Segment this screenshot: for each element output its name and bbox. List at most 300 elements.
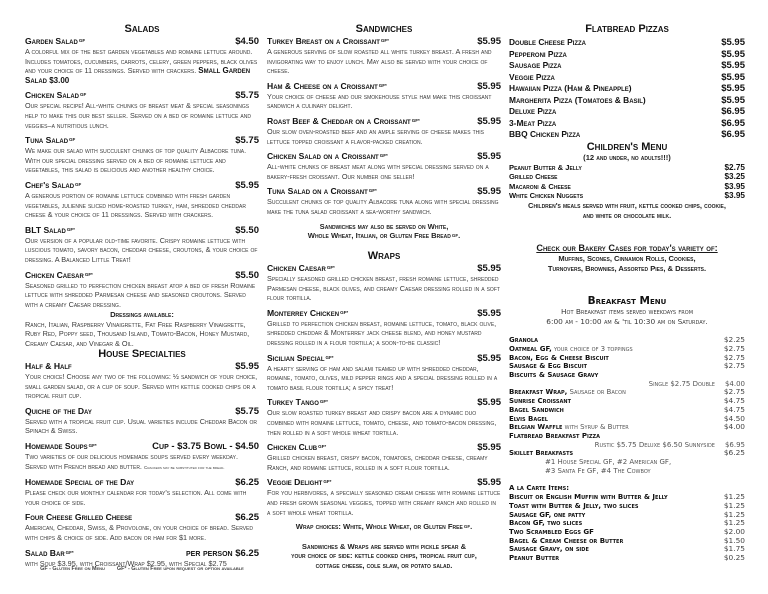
gf-legend-text: GF - Gluten Free on Menu — [40, 566, 105, 572]
item-price: $5.75 — [235, 135, 259, 147]
item-description-text: All-white chunks of breast meat along with special dressing served on a bakery-fresh croissant. Our number one seller! — [267, 162, 489, 181]
menu-item-header — [25, 477, 259, 488]
menu-item — [509, 336, 745, 345]
item-name: Deluxe Pizza — [509, 106, 557, 116]
gf-mark: GF — [69, 137, 76, 143]
menu-item — [509, 129, 745, 141]
item-name: Double Cheese Pizza — [509, 37, 587, 47]
menu-item-name — [25, 477, 134, 487]
menu-item-name — [25, 270, 93, 280]
item-name: Tuna Salad — [25, 135, 69, 146]
item-description — [267, 47, 501, 76]
gf-mark: GF* — [323, 479, 332, 485]
item-name: Garden Salad — [25, 36, 78, 46]
item-price: $5.95 — [477, 263, 501, 274]
item-name: Sicilian Special — [267, 352, 325, 363]
item-name: Biscuit or English Muffin with Butter & Jelly — [509, 493, 668, 502]
menu-item-name — [509, 362, 587, 371]
wrap-choices: Wrap choices: White, Whole Wheat, or Gluten Free$^{GF}$. — [295, 522, 473, 532]
menu-item — [267, 477, 501, 517]
item-price: $5.95 — [477, 352, 501, 364]
wraps-heading: Wraps — [367, 250, 401, 262]
menu-item-header — [25, 36, 259, 47]
item-price: $5.95 — [477, 36, 501, 47]
item-price: $1.75 — [723, 544, 745, 554]
menu-item — [509, 493, 745, 502]
item-price: $5.50 — [235, 224, 259, 236]
item-name: Sunrise Croissant — [509, 397, 571, 406]
menu-item-header — [25, 135, 259, 146]
menu-item — [25, 441, 259, 472]
item-name: Sausage GF, one patty — [509, 510, 586, 519]
menu-item-name — [267, 151, 388, 161]
wraps-section — [267, 250, 501, 570]
item-description — [25, 146, 259, 175]
breakfast-sub-line: #3 Santa Fe GF, #4 The Cowboy — [545, 466, 651, 475]
item-price: $1.50 — [723, 535, 745, 545]
item-price: $3.25 — [724, 172, 745, 182]
item-name: Granola — [509, 336, 538, 345]
menu-item-header — [25, 225, 259, 236]
sides-note-line: Sandwiches & Wraps are served with pickle spear & — [301, 541, 467, 551]
menu-item-name — [267, 353, 334, 363]
item-description-text: A generous serving of slow roasted all white turkey breast. A fresh and invigorating way to enjoy lunch. May also be served with your choice of cheese. — [267, 47, 492, 76]
menu-item — [267, 81, 501, 111]
item-price: $6.95 — [724, 440, 745, 449]
menu-item-name — [25, 36, 85, 46]
item-name: Bagel Sandwich — [509, 405, 564, 414]
spacer — [509, 326, 745, 336]
breakfast-hours: Hot Breakfast items served weekdays from — [560, 307, 694, 316]
item-description — [25, 452, 259, 472]
gf-mark: GF* — [84, 271, 93, 277]
menu-item — [267, 308, 501, 348]
item-price: $2.75 — [724, 162, 745, 172]
item-description-text: Your choice! Choose any two of the following: ½ sandwich of your choice, small garden salad, or a cup of soup. Served with kettle cooked chips or a tropical fruit cup. — [25, 372, 258, 401]
item-price: $5.95 — [721, 37, 745, 48]
menu-item-name — [267, 36, 389, 46]
wrap-choices-text: Wrap choices: White, Whole Wheat, or Gluten Free — [295, 522, 463, 532]
item-price: $6.25 — [235, 512, 259, 524]
item-description — [267, 453, 501, 472]
item-name: Sausage Pizza — [509, 60, 562, 70]
item-description-text: Our slow roasted turkey breast and crispy bacon are a dynamic duo combined with romaine lettuce, tomato, cheese, and tomato-bacon dressing, then rolled in a soft whole wheat tortilla. — [267, 408, 497, 437]
option-text: Rustic $5.75 Deluxe $6.50 Sunnyside — [594, 440, 715, 449]
item-description — [25, 191, 259, 220]
menu-item — [509, 106, 745, 118]
menu-item-name — [25, 512, 132, 522]
menu-item — [25, 361, 259, 401]
menu-item-header — [267, 442, 501, 453]
bakery-heading: Check our Bakery Cases for today's variety of: — [536, 243, 718, 253]
item-description — [267, 162, 501, 181]
item-price: $5.95 — [721, 83, 745, 94]
option-text: Single $2.75 Double — [648, 379, 715, 388]
sandwiches-section — [267, 23, 501, 241]
item-detail: your choice of 3 toppings — [551, 344, 633, 353]
gf-mark: GF — [75, 181, 82, 187]
item-description-text: A generous portion of romaine lettuce combined with fresh garden vegetables, julienne sliced home-roasted turkey, ham, shredded cheddar cheese & your choice of 11 dressings. Served with crackers. — [25, 190, 246, 220]
item-extra: Small Garden Salad $3.00 — [25, 66, 251, 85]
item-description-text: Two varieties of our delicious homemade soups served every weekday. Served with French bread and butter. — [25, 451, 239, 471]
gf-mark: GF — [463, 524, 471, 530]
menu-item-header — [267, 36, 501, 47]
menu-item — [509, 449, 745, 458]
menu-item — [267, 36, 501, 76]
item-name: Macaroni & Cheese — [509, 181, 571, 191]
item-description-text: with Soup $3.95, with Croissant/Wrap $2.95, with Special $2.75 — [25, 558, 227, 568]
item-price: $1.25 — [723, 500, 745, 510]
item-description — [267, 364, 501, 393]
house-heading: House Specialties — [98, 348, 186, 360]
menu-item — [509, 415, 745, 424]
gf-mark: GF* — [65, 549, 74, 555]
item-description-text: American, Cheddar, Swiss, & Provolone, on your choice of bread. Served with chips & choice of side. Add bacon or ham for $1 more. — [25, 523, 253, 542]
item-name: Toast with Butter & Jelly, two slices — [509, 501, 639, 510]
menu-item-header — [25, 406, 259, 417]
menu-item-header — [25, 548, 259, 559]
item-name: Chicken Caesar — [267, 263, 326, 273]
gf-mark: GF* — [340, 309, 349, 315]
item-price: $5.95 — [477, 477, 501, 489]
item-description-text: Your choice of cheese and our smokehouse style ham make this croissant sandwich a culinary delight. — [267, 91, 492, 111]
menu-item-name — [509, 406, 564, 415]
breakfast-heading: Breakfast Menu — [587, 295, 667, 307]
menu-item — [509, 172, 745, 182]
childrens-menu-section — [509, 141, 745, 220]
menu-item-header — [267, 397, 501, 408]
gf-mark: GF* — [411, 117, 420, 123]
menu-item-header — [267, 151, 501, 162]
item-name: Chicken Caesar — [25, 269, 84, 280]
item-price: $2.75 — [723, 343, 745, 353]
sandwiches-heading: Sandwiches — [355, 23, 413, 35]
item-price: $5.95 — [235, 361, 259, 372]
item-price: $5.95 — [721, 60, 745, 71]
childrens-note-line: Children's meals served with fruit, kettle cooked chips, cookie, — [528, 200, 726, 210]
item-name: Monterrey Chicken — [267, 307, 340, 318]
item-price: $5.50 — [235, 269, 259, 281]
item-name: Ham & Cheese on a Croissant — [267, 80, 378, 91]
menu-item — [509, 388, 745, 397]
item-price: $1.25 — [723, 492, 745, 502]
menu-item-header — [25, 180, 259, 191]
gf-mark: GF* — [66, 226, 75, 232]
menu-item — [509, 95, 745, 107]
item-price: $5.95 — [477, 307, 501, 319]
item-name: Sausage & Egg Biscuit — [509, 362, 588, 371]
menu-item-name — [25, 441, 97, 451]
menu-item-name — [267, 397, 328, 407]
gf-mark: GF* — [325, 354, 334, 360]
bakery-section — [509, 243, 745, 273]
menu-item-header — [267, 81, 501, 92]
menu-item — [509, 49, 745, 61]
menu-item — [25, 90, 259, 130]
menu-item — [509, 191, 745, 201]
item-name: Bagel & Cream Cheese or Butter — [509, 536, 624, 545]
item-description — [25, 523, 259, 542]
menu-item — [509, 345, 745, 354]
gf-mark: GF* — [319, 399, 328, 405]
item-price: $5.95 — [477, 397, 501, 409]
item-name: White Chicken Nuggets — [509, 191, 584, 201]
item-price: $4.75 — [723, 404, 745, 414]
item-description-text: Seasoned grilled to perfection chicken breast atop a bed of fresh Romaine lettuce with shredded Parmesan cheese and seasoned croutons. Served with a creamy Caesar dressing. — [25, 280, 256, 309]
item-name: Bacon, Egg & Cheese Biscuit — [509, 353, 609, 362]
item-name: Chicken Salad on a Croissant — [267, 151, 379, 162]
menu-item — [509, 519, 745, 528]
gf-mark: GF* — [88, 442, 97, 448]
item-description-text: Our slow oven-roasted beef and an ample serving of cheese makes this lettuce topped croissant a flavor-packed creation. — [267, 126, 485, 146]
item-detail: Sausage or Bacon — [567, 388, 626, 397]
item-description — [267, 408, 501, 437]
item-price: $5.95 — [721, 94, 745, 106]
item-price: $5.75 — [235, 405, 259, 417]
item-price: $1.25 — [723, 518, 745, 528]
menu-item — [509, 397, 745, 406]
menu-item-header — [267, 477, 501, 488]
item-price: $6.25 — [723, 448, 745, 458]
item-price: Cup - $3.75 Bowl - $4.50 — [152, 440, 259, 452]
pizzas-section — [509, 23, 745, 141]
item-description-text: Served with a tropical fruit cup. Usual varieties include Cheddar Bacon or Spinach & Swiss. — [25, 416, 257, 436]
breakfast-option-prices — [509, 380, 745, 389]
item-price: $6.95 — [721, 129, 745, 140]
menu-item — [509, 182, 745, 192]
bakery-line: Turnovers, Brownies, Assorted Pies, & Desserts. — [547, 263, 707, 273]
item-description-text: Grilled to perfection chicken breast, romaine lettuce, tomato, black olive, shredded cheddar & Monterrey jack cheese blend, and honey mustard dressing rolled in a flour tortilla; a soon-to-be classic! — [267, 318, 497, 347]
menu-item — [509, 511, 745, 520]
item-name: Quiche of the Day — [25, 405, 92, 416]
menu-item — [267, 442, 501, 472]
item-name: Chef's Salad — [25, 179, 75, 190]
item-price: $4.75 — [723, 396, 745, 406]
menu-item — [25, 135, 259, 175]
item-name: 3-Meat Pizza — [509, 117, 557, 128]
item-name: Margherita Pizza (Tomatoes & Basil) — [509, 94, 646, 105]
childrens-menu-subtitle: (12 and under, no adults!!!) — [583, 153, 671, 162]
menu-item-name — [25, 180, 81, 190]
item-price: $1.25 — [723, 509, 745, 519]
menu-item-header — [25, 270, 259, 281]
gf-mark: GF* — [380, 38, 389, 43]
item-price: $6.95 — [721, 117, 745, 129]
menu-item — [509, 432, 745, 441]
item-price: $5.95 — [477, 186, 501, 198]
menu-item-name — [509, 354, 609, 363]
item-name: Grilled Cheese — [509, 172, 558, 182]
menu-item-header — [267, 353, 501, 364]
item-price: $2.00 — [723, 526, 745, 536]
item-price: $3.95 — [724, 181, 745, 191]
menu-item — [25, 36, 259, 85]
menu-item — [509, 163, 745, 173]
menu-item — [267, 151, 501, 181]
item-description — [25, 101, 259, 130]
bread-note-line: Sandwiches may also be served on White, — [319, 221, 449, 231]
item-price: $2.75 — [723, 361, 745, 371]
gf-star-legend-text: GF* - Gluten Free upon request or option available — [116, 566, 244, 572]
item-footnote: Crackers may be substituted for the bread. — [144, 464, 225, 470]
item-name: Oatmeal GF, — [509, 344, 552, 353]
item-name: Peanut Butter — [509, 554, 560, 563]
item-price: $2.25 — [723, 335, 745, 345]
menu-item-name — [509, 415, 548, 424]
gf-mark: GF* — [368, 188, 377, 194]
menu-item-name — [267, 477, 331, 487]
menu-item — [25, 225, 259, 265]
menu-item-name — [509, 432, 600, 441]
menu-item-name — [267, 186, 377, 196]
item-description-text: For you herbivores, a specially seasoned cream cheese with romaine lettuce and fresh grown seasonal veggies, topped with creamy ranch and rolled in a soft whole wheat tortilla. — [267, 488, 501, 517]
menu-item — [25, 180, 259, 220]
menu-item — [267, 397, 501, 437]
salads-heading: Salads — [124, 23, 160, 35]
menu-item-name — [25, 90, 86, 100]
breakfast-sub-line: #1 House Special GF, #2 American GF, — [545, 458, 672, 467]
menu-item-name — [25, 548, 74, 558]
item-price: $6.25 — [235, 477, 259, 489]
item-name: Chicken Salad — [25, 90, 79, 101]
menu-item — [509, 537, 745, 546]
item-price: per person $6.25 — [185, 547, 259, 559]
menu-item — [25, 406, 259, 436]
gf-legend — [25, 566, 259, 572]
item-price: $4.00 — [723, 422, 745, 432]
item-name: Half & Half — [25, 361, 72, 371]
menu-item — [267, 116, 501, 146]
menu-item-name — [25, 225, 75, 235]
sides-note-line: cottage cheese, cole slaw, or potato salad. — [315, 560, 453, 570]
menu-item — [509, 502, 745, 511]
menu-item-header — [25, 90, 259, 101]
menu-item-name — [25, 361, 72, 371]
item-description — [25, 417, 259, 436]
item-name: Sausage Gravy, on side — [509, 545, 589, 554]
spacer — [509, 475, 745, 484]
menu-item-header — [267, 263, 501, 274]
menu-item-name — [25, 406, 92, 416]
menu-item — [267, 186, 501, 216]
item-description — [25, 281, 259, 310]
item-price: $0.25 — [723, 553, 745, 563]
item-description-text: A hearty serving of ham and salami teamed up with shredded cheddar, romaine, tomato, olives, mild pepper rings and a special dressing rolled in a tomato basil flour tortilla; a spicy treat! — [267, 363, 498, 392]
item-name: Veggie Pizza — [509, 71, 555, 82]
bakery-line: Muffins, Scones, Cinnamon Rolls, Cookies, — [558, 254, 696, 263]
item-description — [25, 236, 259, 265]
breakfast-section — [509, 295, 745, 563]
gf-mark: GF* — [379, 153, 388, 159]
item-price: $5.95 — [477, 115, 501, 127]
item-name: Turkey Breast on a Croissant — [267, 36, 380, 46]
gf-mark: GF — [80, 92, 87, 98]
item-description-text: A colorful mix of the best garden vegetables and romaine lettuce around. Includes tomatoes, cucumbers, carrots, celery, green peppers, black olives and your choice of 11 dressings. Served with crackers. — [25, 47, 258, 76]
menu-item — [509, 554, 745, 563]
item-price: $5.95 — [477, 80, 501, 92]
menu-item — [509, 37, 745, 49]
item-name: Turkey Tango — [267, 397, 319, 408]
item-description-text: Our special recipe! All-white chunks of breast meat & special seasonings help to make this our best seller. Served on a bed of romaine lettuce and veggies–a nutritious lunch. — [25, 101, 251, 130]
menu-item-name — [509, 336, 538, 345]
item-name: Chicken Club — [267, 442, 318, 453]
menu-item-header — [267, 186, 501, 197]
item-price: $2.75 — [723, 387, 745, 397]
menu-item — [509, 354, 745, 363]
salads-section — [25, 23, 259, 349]
item-name: Peanut Butter & Jelly — [509, 162, 582, 172]
menu-item — [267, 263, 501, 303]
menu-item-name — [509, 371, 598, 380]
item-name: Hawaiian Pizza (Ham & Pineapple) — [509, 83, 632, 93]
item-description — [267, 319, 501, 348]
menu-item-name — [267, 442, 326, 452]
menu-item — [25, 477, 259, 507]
item-name: Two Scrambled Eggs GF — [509, 527, 594, 536]
menu-item — [509, 545, 745, 554]
item-description-text: Please check our monthly calendar for today's selection. All come with your choice of side. — [25, 488, 247, 507]
item-description-text: Our version of a popular old-time favorite. Crispy romaine lettuce with luscious tomato, savory bacon, cheddar cheese, croutons, & your choice of dressing. A Balanced Little Treat! — [25, 235, 258, 264]
alacarte-heading: A la Carte Items: — [509, 484, 570, 493]
item-description — [25, 47, 259, 85]
menu-item-header — [267, 308, 501, 319]
item-name: Four Cheese Grilled Cheese — [25, 512, 133, 523]
item-price: $2.75 — [723, 352, 745, 362]
item-name: Roast Beef & Cheddar on a Croissant — [267, 115, 411, 126]
menu-item-header — [25, 361, 259, 372]
menu-item-name — [267, 116, 420, 126]
menu-item-name — [25, 135, 75, 145]
item-description — [267, 488, 501, 517]
menu-item — [509, 362, 745, 371]
item-description — [267, 274, 501, 303]
item-price: $4.50 — [235, 36, 259, 47]
gf-mark: GF* — [378, 82, 387, 88]
item-price: $5.95 — [477, 151, 501, 163]
item-name: Flatbread Breakfast Pizza — [509, 431, 601, 440]
gf-mark: GF* — [326, 265, 335, 270]
pizzas-heading: Flatbread Pizzas — [585, 23, 669, 35]
item-description-text: Grilled chicken breast, crispy bacon, tomatoes, cheddar cheese, creamy Ranch, and romaine lettuce, rolled in a soft flour tortilla. — [267, 453, 488, 472]
item-name: Pepperoni Pizza — [509, 48, 567, 59]
item-name: Belgian Waffle — [509, 423, 563, 432]
menu-item — [509, 371, 745, 380]
menu-item — [509, 83, 745, 95]
menu-item — [509, 72, 745, 84]
item-price: $6.95 — [721, 106, 745, 117]
item-name: BLT Salad — [25, 224, 66, 235]
item-name: Elvis Bagel — [509, 414, 548, 423]
item-price: $5.95 — [721, 71, 745, 83]
gf-mark: GF — [78, 38, 86, 43]
menu-item — [509, 528, 745, 537]
menu-item — [25, 270, 259, 310]
item-description — [267, 127, 501, 146]
bread-note-text: Whole Wheat, Italian, or Gluten Free Bread — [307, 231, 451, 241]
item-name: Homemade Special of the Day — [25, 477, 135, 488]
menu-item-name — [267, 308, 348, 318]
item-name: BBQ Chicken Pizza — [509, 129, 581, 139]
item-price: $5.95 — [721, 48, 745, 60]
item-description-text: Succulent chunks of top quality Albacore tuna along with special dressing make the tuna salad croissant a sea-worthy sandwich. — [267, 197, 499, 216]
gf-mark: GF* — [318, 444, 327, 450]
item-name: Veggie Delight — [267, 477, 323, 488]
item-name: Biscuits & Sausage Gravy — [509, 371, 599, 379]
menu-item-header — [25, 512, 259, 523]
dressings-list: Ranch, Italian, Raspberry Vinaigrette, Fat Free Raspberry Vinaigrette, Ruby Red, Poppy seed, Thousand Island, Tomato-Bacon, Honey Mustard, Creamy Caesar, and Vinegar & Oil. — [25, 319, 250, 349]
menu-item — [509, 60, 745, 72]
item-price: $4.50 — [723, 413, 745, 423]
